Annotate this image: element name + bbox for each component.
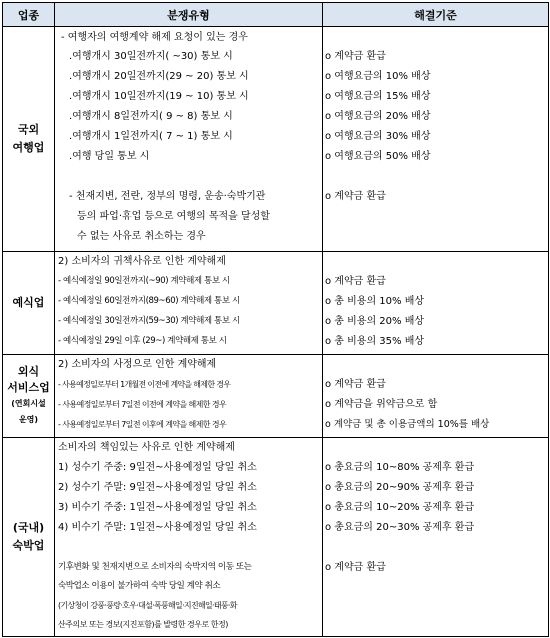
category-line: 예식업 <box>12 296 45 309</box>
table-row-lodging <box>3 438 549 637</box>
dispute-line: - 예식예정일 29일 이후 (29~) 계약해제 통보 시 <box>58 336 227 346</box>
dispute-resolution-table <box>2 2 549 637</box>
resolution-line: o 여행요금의 30% 배상 <box>325 131 431 142</box>
dispute-wedding <box>55 252 323 355</box>
resolution-line: o 총 비용의 20% 배상 <box>325 316 425 327</box>
header-industry: 업종 <box>3 3 55 27</box>
resolution-line: o 계약금 환급 <box>325 379 386 390</box>
dispute-line: - 예식예정일 90일전까지(~90) 계약해제 통보 시 <box>58 276 230 286</box>
dispute-line: 기후변화 및 천재지변으로 소비자의 숙박지역 이동 또는 <box>58 562 252 572</box>
category-wedding <box>3 252 55 355</box>
dispute-line: - 여행자의 여행계약 해제 요청이 있는 경우 <box>61 32 248 43</box>
header-row <box>3 3 549 27</box>
category-catering <box>3 355 55 438</box>
resolution-line: o 여행요금의 15% 배상 <box>325 91 431 102</box>
dispute-travel <box>55 27 323 252</box>
resolution-catering <box>323 355 549 438</box>
dispute-line: .여행개시 20일전까지(29 ~ 20) 통보 시 <box>69 71 249 82</box>
category-travel <box>3 27 55 252</box>
dispute-line: 2) 소비자의 사정으로 인한 계약해제 <box>58 359 217 370</box>
resolution-line: o 계약금 환급 <box>325 51 386 62</box>
dispute-line: - 예식예정일 60일전까지(89~60) 계약해제 통보 시 <box>58 296 240 306</box>
dispute-lodging <box>55 438 323 637</box>
dispute-line: - 사용예정일로부터 7일전 이후에 계약을 해제한 경우 <box>58 420 227 429</box>
category-line: 서비스업 <box>7 381 50 394</box>
dispute-line: - 예식예정일 30일전까지(59~30) 계약해제 통보 시 <box>58 316 240 326</box>
dispute-line: 등의 파업·휴업 등으로 여행의 목적을 달성할 <box>77 211 270 222</box>
resolution-line: o 여행요금의 50% 배상 <box>325 151 431 162</box>
dispute-line: 2) 성수기 주말: 9일전~사용예정일 당일 취소 <box>58 482 257 493</box>
category-line: (국내) <box>12 521 45 534</box>
resolution-line: o 총요금의 20~30% 공제후 환급 <box>325 522 475 533</box>
resolution-line: o 총요금의 10~80% 공제후 환급 <box>325 462 475 473</box>
resolution-travel <box>323 27 549 252</box>
resolution-line: o 총요금의 10~20% 공제후 환급 <box>325 502 475 513</box>
resolution-line: o 총 비용의 35% 배상 <box>325 336 425 347</box>
dispute-line: .여행개시 30일전까지( ~30) 통보 시 <box>69 51 233 62</box>
resolution-line: o 총요금의 20~90% 공제후 환급 <box>325 482 475 493</box>
resolution-line: o 총 비용의 10% 배상 <box>325 296 425 307</box>
resolution-line: o 여행요금의 20% 배상 <box>325 111 431 122</box>
category-line: 숙박업 <box>12 539 45 552</box>
dispute-line: 4) 비수기 주말: 1일전~사용예정일 당일 취소 <box>58 522 257 533</box>
dispute-line: 3) 비수기 주중: 1일전~사용예정일 당일 취소 <box>58 502 257 513</box>
dispute-line: (기상청이 강풍·풍랑·호우·대설·폭풍해일·지진해일·태풍·화 <box>58 601 237 610</box>
category-line: 여행업 <box>12 141 45 154</box>
dispute-catering <box>55 355 323 438</box>
dispute-line: 2) 소비자의 귀책사유로 인한 계약해제 <box>58 256 226 267</box>
dispute-line: 산주의보 또는 경보(지진포함)를 발령한 경우로 한정) <box>58 620 228 629</box>
category-line: 운영) <box>18 415 39 424</box>
category-line: 외식 <box>17 365 40 378</box>
resolution-line: o 계약금 환급 <box>325 562 386 573</box>
dispute-line: .여행개시 1일전까지( 7 ~ 1) 통보 시 <box>69 131 233 142</box>
dispute-line: 숙박업소 이용이 불가하여 숙박 당일 계약 취소 <box>58 581 221 591</box>
dispute-line: 수 없는 사유로 취소하는 경우 <box>77 231 206 242</box>
dispute-line: 1) 성수기 주중: 9일전~사용예정일 당일 취소 <box>58 462 257 473</box>
dispute-line: .여행개시 10일전까지(19 ~ 10) 통보 시 <box>69 91 249 102</box>
resolution-line: o 계약금 환급 <box>325 191 386 202</box>
header-resolution: 해결기준 <box>323 3 549 27</box>
table-row-travel <box>3 27 549 252</box>
dispute-line: - 사용예정일로부터 7일전 이전에 계약을 해제한 경우 <box>58 400 227 409</box>
dispute-line: 소비자의 책임있는 사유로 인한 계약해제 <box>58 442 235 453</box>
category-line: (연회시설 <box>11 399 46 408</box>
category-line: 국외 <box>17 123 40 136</box>
table-row-wedding <box>3 252 549 355</box>
resolution-wedding <box>323 252 549 355</box>
resolution-line: o 계약금 및 총 이용금액의 10%를 배상 <box>325 419 490 430</box>
dispute-line: - 사용예정일로부터 1개월전 이전에 계약을 해제한 경우 <box>58 380 231 389</box>
dispute-line: .여행개시 8일전까지( 9 ~ 8) 통보 시 <box>69 111 233 122</box>
category-lodging <box>3 438 55 637</box>
header-dispute-type: 분쟁유형 <box>55 3 323 27</box>
resolution-lodging <box>323 438 549 637</box>
resolution-line: o 여행요금의 10% 배상 <box>325 71 431 82</box>
resolution-line: o 계약금을 위약금으로 함 <box>325 399 438 410</box>
dispute-line: - 천재지변, 전란, 정부의 명령, 운송·숙박기관 <box>69 191 266 202</box>
table-row-catering <box>3 355 549 438</box>
resolution-line: o 계약금 환급 <box>325 276 386 287</box>
dispute-line: .여행 당일 통보 시 <box>69 151 150 162</box>
